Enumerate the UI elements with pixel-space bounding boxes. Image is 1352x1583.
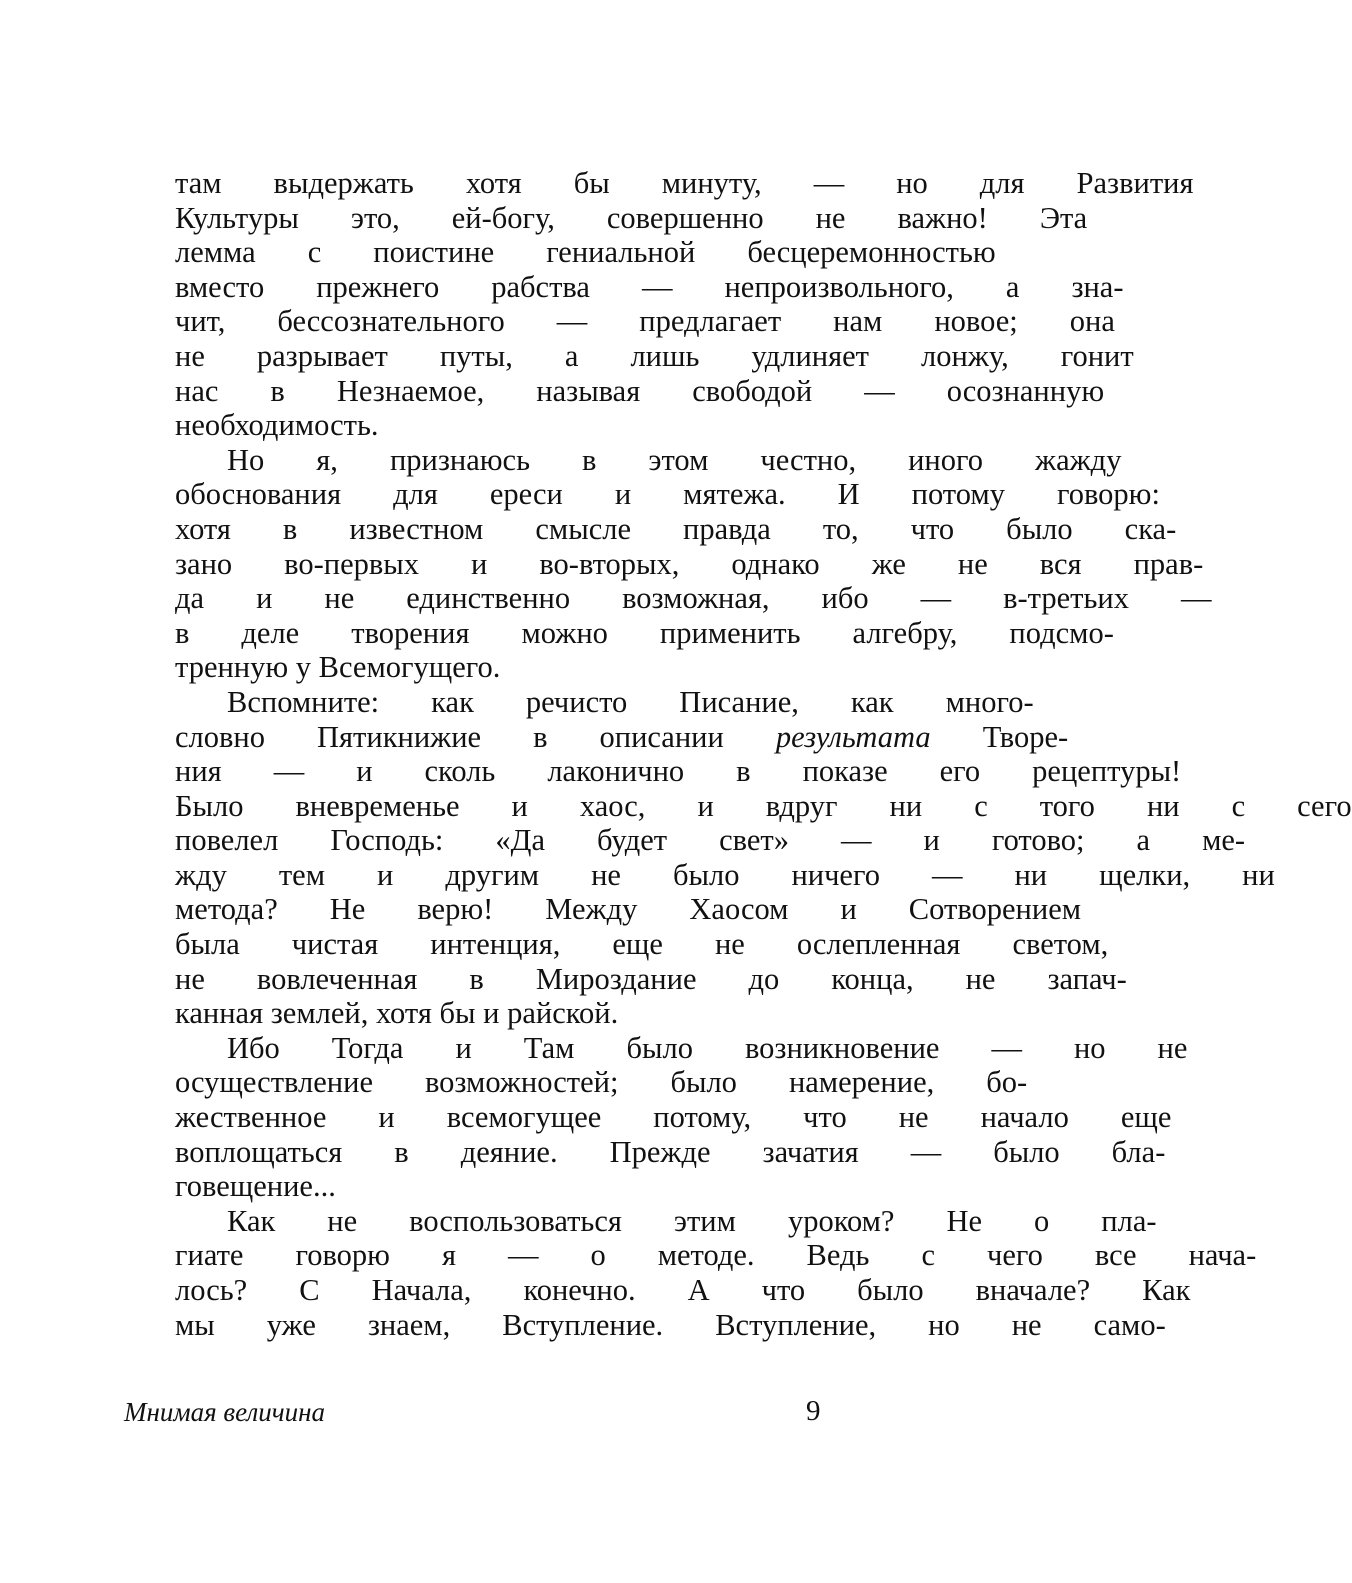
running-footer-title: Мнимая величина [124,1397,325,1427]
text-line: Вспомните: как речисто Писание, как много- [227,684,1034,719]
paragraph [123,684,1352,1031]
paragraph [123,1203,1257,1342]
text-line: тренную у Всемогущего. [175,650,501,685]
text-line: там выдержать хотя бы минуту, — но для Развития [175,166,1194,200]
text-line: гиате говорю я — о методе. Ведь с чего все нача- [175,1238,1257,1273]
text-line: в деле творения можно применить алгебру, подсмо- [175,615,1114,650]
text-line: лемма с поистине гениальной бесцеремонностью [175,235,996,270]
text-line: чит, бессознательного — предлагает нам новое; она [175,304,1115,339]
text-line: воплощаться в деяние. Прежде зачатия — было бла- [175,1134,1166,1169]
body-text [123,166,1352,1342]
text-line: жду тем и другим не было ничего — ни щелки, ни [175,857,1275,892]
text-line: говещение... [175,1169,336,1204]
text-line: зано во-первых и во-вторых, однако же не вся прав- [175,546,1204,581]
text-line: да и не единственно возможная, ибо — в-третьих — [175,581,1212,616]
text-line: обоснования для ереси и мятежа. И потому говорю: [175,477,1160,512]
text-line: осуществление возможностей; было намерение, бо- [175,1065,1028,1100]
text-line: нас в Незнаемое, называя свободой — осознанную [175,373,1105,408]
text-line: словно Пятикнижие в описании результата Творе- [175,719,1069,754]
paragraph [123,166,1194,443]
text-line: хотя в известном смысле правда то, что было ска- [175,511,1177,546]
text-line: необходимость. [175,408,379,443]
text-line: ния — и сколь лаконично в показе его рецептуры! [175,754,1182,789]
text-line: жественное и всемогущее потому, что не начало еще [175,1100,1172,1135]
text-line: метода? Не верю! Между Хаосом и Сотворением [175,892,1082,927]
paragraph [123,1030,1188,1204]
text-line: Как не воспользоваться этим уроком? Не о пла- [227,1203,1157,1238]
page-number: 9 [806,1395,821,1427]
text-line: Было вневременье и хаос, и вдруг ни с того ни с сего [175,788,1352,823]
text-line: Культуры это, ей-богу, совершенно не важно! Эта [175,200,1088,235]
text-line: мы уже знаем, Вступление. Вступление, но не само- [175,1307,1166,1342]
paragraph [123,442,1212,685]
text-line: лось? С Начала, конечно. А что было вначале? Как [175,1273,1191,1307]
text-line: канная землей, хотя бы и райской. [175,996,619,1031]
text-line: Ибо Тогда и Там было возникновение — но не [227,1030,1188,1065]
text-line: была чистая интенция, еще не ослепленная светом, [175,927,1109,962]
text-line: повелел Господь: «Да будет свет» — и готово; а ме- [175,823,1246,858]
text-line: Но я, признаюсь в этом честно, иного жажду [227,442,1122,477]
text-line: вместо прежнего рабства — непроизвольного, а зна- [175,269,1124,304]
text-line: не разрывает путы, а лишь удлиняет лонжу, гонит [175,338,1134,373]
text-line: не вовлеченная в Мироздание до конца, не запач- [175,961,1127,996]
